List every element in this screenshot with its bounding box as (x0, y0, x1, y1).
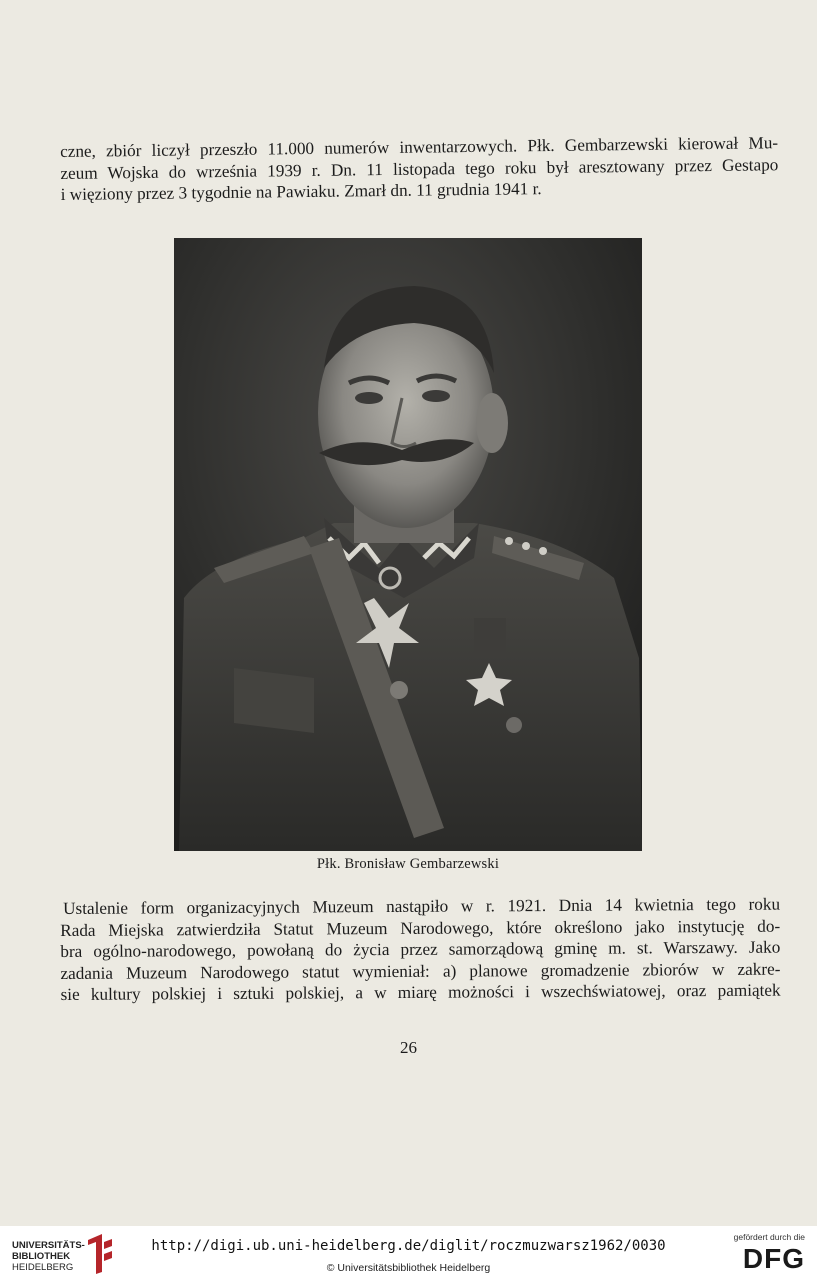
library-name-line: BIBLIOTHEK (12, 1251, 71, 1262)
text-line: Rada Miejska zatwierdziła Statut Muzeum Narodowego, które określono jako instytucję do- (60, 916, 781, 940)
portrait-photo (174, 238, 642, 851)
text-line: zadania Muzeum Narodowego statut wymieniał: a) planowe gromadzenie zbiorów w zakre- (60, 959, 781, 983)
portrait-illustration (174, 238, 642, 851)
dfg-logo-icon[interactable]: DFG (742, 1243, 805, 1274)
viewer-footer (0, 1226, 817, 1283)
funding-note: gefördert durch die (733, 1232, 805, 1242)
text-line: bra ogólno-narodowego, powołaną do życia przez samorządową gminę m. st. Warszawy. Jako (60, 937, 781, 961)
library-name-line: HEIDELBERG (12, 1262, 74, 1273)
text-line: czne, zbiór liczył przeszło 11.000 numerów inwentarzowych. Płk. Gembarzewski kierował Mu- (60, 133, 779, 161)
paragraph-bottom (60, 894, 781, 1006)
permalink-url[interactable]: http://digi.ub.uni-heidelberg.de/diglit/roczmuzwarsz1962/0030 (151, 1238, 666, 1254)
photo-caption: Płk. Bronisław Gembarzewski (316, 856, 500, 872)
text-line: i więziony przez 3 tygodnie na Pawiaku. Zmarł dn. 11 grudnia 1941 r. (60, 179, 542, 204)
text-line: zeum Wojska do września 1939 r. Dn. 11 listopada tego roku był aresztowany przez Gestapo (60, 154, 779, 183)
paragraph-top (60, 132, 779, 205)
library-name-line: UNIVERSITÄTS- (12, 1240, 85, 1251)
text-line: Ustalenie form organizacyjnych Muzeum nastąpiło w r. 1921. Dnia 14 kwietnia tego roku (63, 894, 781, 918)
text-line: sie kultury polskiej i sztuki polskiej, a w miarę możności i wszechświatowej, oraz pamiątek (60, 980, 781, 1004)
copyright-notice: © Universitätsbibliothek Heidelberg (326, 1262, 491, 1274)
page-number: 26 (400, 1038, 417, 1057)
